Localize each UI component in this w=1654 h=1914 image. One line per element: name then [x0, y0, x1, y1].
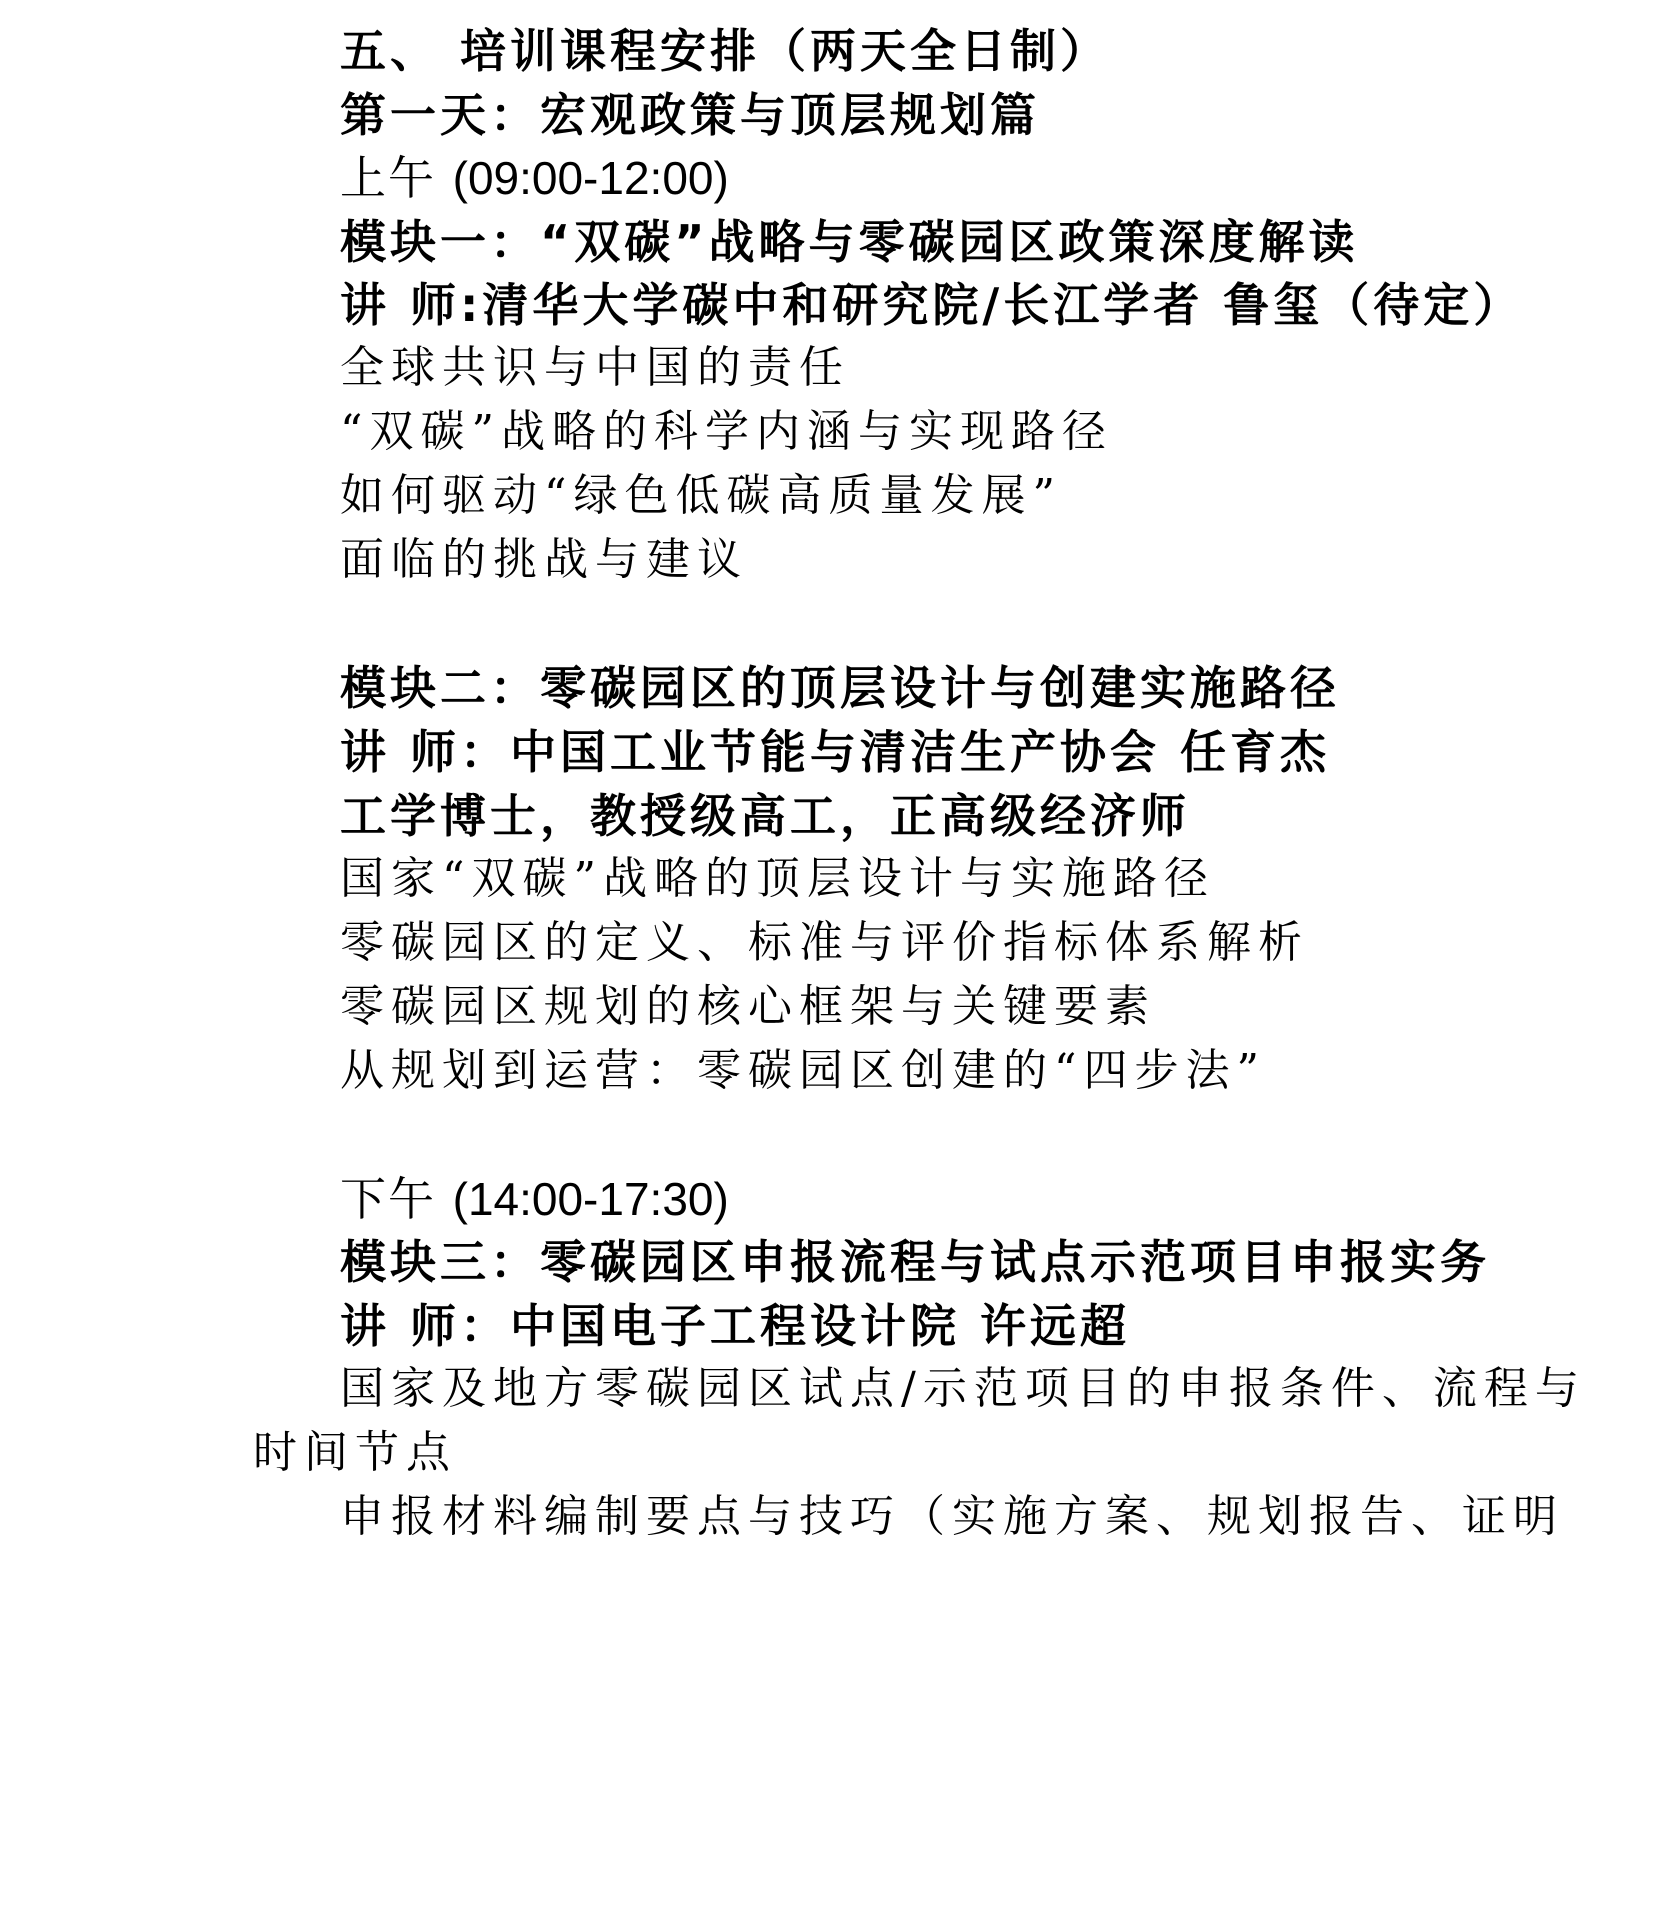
morning-label: 上午 — [340, 151, 436, 205]
module-3-title: 模块三：零碳园区申报流程与试点示范项目申报实务 — [340, 1235, 1490, 1289]
module-1-point: 面临的挑战与建议 — [340, 534, 748, 585]
afternoon-label: 下午 — [340, 1172, 436, 1226]
module-1-point: “双碳”战略的科学内涵与实现路径 — [340, 406, 1113, 457]
morning-time: (09:00-12:00) — [452, 152, 729, 204]
module-2-point: 零碳园区的定义、标准与评价指标体系解析 — [340, 917, 1309, 968]
module-1-lecturer: 讲 师:清华大学碳中和研究院/长江学者 鲁玺（待定） — [340, 278, 1524, 332]
section-heading: 五、 培训课程安排（两天全日制） — [340, 24, 1111, 78]
module-1-title: 模块一：“双碳”战略与零碳园区政策深度解读 — [340, 215, 1359, 269]
module-1-point: 全球共识与中国的责任 — [340, 342, 850, 393]
morning-session — [340, 151, 729, 205]
module-3-lecturer: 讲 师：中国电子工程设计院 许远超 — [340, 1299, 1131, 1353]
module-3-point-continuation: 时间节点 — [253, 1427, 457, 1478]
afternoon-time: (14:00-17:30) — [452, 1173, 729, 1225]
afternoon-session — [340, 1172, 729, 1226]
module-1-point: 如何驱动“绿色低碳高质量发展” — [340, 470, 1062, 521]
module-2-point: 从规划到运营：零碳园区创建的“四步法” — [340, 1045, 1266, 1096]
day-title: 第一天：宏观政策与顶层规划篇 — [340, 88, 1040, 142]
module-3-point: 国家及地方零碳园区试点/示范项目的申报条件、流程与 — [340, 1363, 1586, 1414]
module-2-title: 模块二：零碳园区的顶层设计与创建实施路径 — [340, 661, 1340, 715]
module-2-lecturer: 讲 师：中国工业节能与清洁生产协会 任育杰 — [340, 725, 1331, 779]
module-2-point: 零碳园区规划的核心框架与关键要素 — [340, 981, 1156, 1032]
module-2-lecturer-title: 工学博士，教授级高工，正高级经济师 — [340, 789, 1190, 843]
module-3-point: 申报材料编制要点与技巧（实施方案、规划报告、证明 — [340, 1491, 1564, 1542]
module-2-point: 国家“双碳”战略的顶层设计与实施路径 — [340, 853, 1215, 904]
